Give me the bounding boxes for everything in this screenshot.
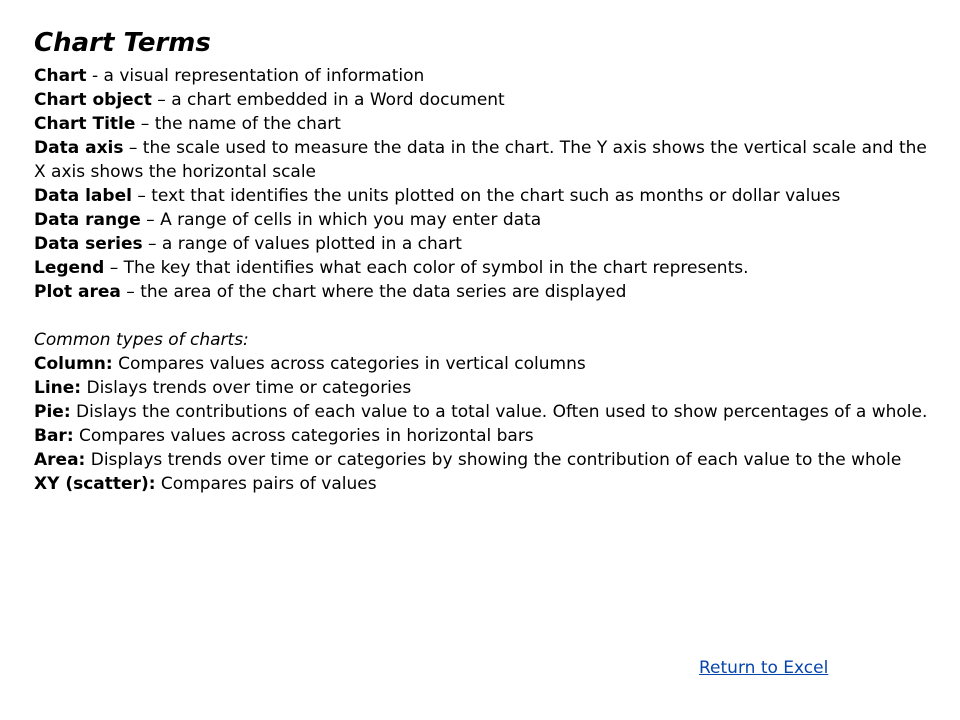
term-separator: –: [123, 138, 143, 158]
definition-item: [34, 112, 934, 136]
chart-type-label: Line:: [34, 378, 82, 398]
term-label: Data series: [34, 234, 143, 254]
term-label: Data axis: [34, 138, 124, 158]
definition-item: [34, 136, 934, 184]
definition-item: [34, 280, 934, 304]
term-label: Chart object: [34, 90, 152, 110]
chart-type-label: XY (scatter):: [34, 474, 156, 494]
term-definition: The key that identifies what each color of symbol in the chart represents.: [123, 258, 749, 278]
definition-item: [34, 256, 934, 280]
page-title: Chart Terms: [34, 28, 211, 58]
term-label: Chart Title: [34, 114, 136, 134]
types-heading: Common types of charts:: [34, 330, 249, 350]
slide-content: [34, 26, 934, 496]
term-separator: -: [86, 66, 104, 86]
term-label: Chart: [34, 66, 87, 86]
chart-type-description: Compares values across categories in vertical columns: [112, 354, 586, 374]
chart-types-list: [34, 352, 934, 496]
term-definition: A range of cells in which you may enter data: [160, 210, 542, 230]
definition-item: [34, 208, 934, 232]
term-separator: –: [135, 114, 155, 134]
term-label: Plot area: [34, 282, 121, 302]
term-definition: the name of the chart: [154, 114, 341, 134]
term-label: Data range: [34, 210, 141, 230]
term-separator: –: [104, 258, 124, 278]
chart-type-item: [34, 376, 934, 400]
definition-item: [34, 64, 934, 88]
chart-type-description: Compares values across categories in horizontal bars: [73, 426, 534, 446]
term-definition: the scale used to measure the data in the chart. The Y axis shows the vertical scale and the X axis shows the horizontal scale: [34, 138, 927, 182]
chart-type-label: Column:: [34, 354, 113, 374]
term-separator: –: [131, 186, 152, 206]
chart-type-label: Pie:: [34, 402, 71, 422]
section-spacer: [34, 304, 934, 328]
chart-type-label: Area:: [34, 450, 86, 470]
definition-item: [34, 232, 934, 256]
return-to-excel-link[interactable]: Return to Excel: [699, 658, 829, 678]
terms-list: [34, 64, 934, 304]
chart-type-description: Displays trends over time or categories by showing the contribution of each value to the whole: [85, 450, 902, 470]
term-definition: a chart embedded in a Word document: [171, 90, 505, 110]
term-separator: –: [151, 90, 172, 110]
term-label: Legend: [34, 258, 105, 278]
term-separator: –: [142, 234, 162, 254]
definition-item: [34, 88, 934, 112]
term-definition: text that identifies the units plotted on the chart such as months or dollar values: [151, 186, 841, 206]
term-separator: –: [120, 282, 141, 302]
chart-type-item: [34, 352, 934, 376]
chart-type-label: Bar:: [34, 426, 74, 446]
chart-type-item: [34, 472, 934, 496]
term-definition: the area of the chart where the data series are displayed: [140, 282, 627, 302]
chart-type-item: [34, 400, 934, 424]
chart-type-description: Compares pairs of values: [155, 474, 377, 494]
term-label: Data label: [34, 186, 132, 206]
term-definition: a range of values plotted in a chart: [161, 234, 462, 254]
term-separator: –: [140, 210, 161, 230]
term-definition: a visual representation of information: [103, 66, 425, 86]
chart-type-item: [34, 448, 934, 472]
definition-item: [34, 184, 934, 208]
chart-type-item: [34, 424, 934, 448]
chart-type-description: Dislays the contributions of each value to a total value. Often used to show percentages of a whole.: [70, 402, 928, 422]
chart-type-description: Dislays trends over time or categories: [81, 378, 412, 398]
